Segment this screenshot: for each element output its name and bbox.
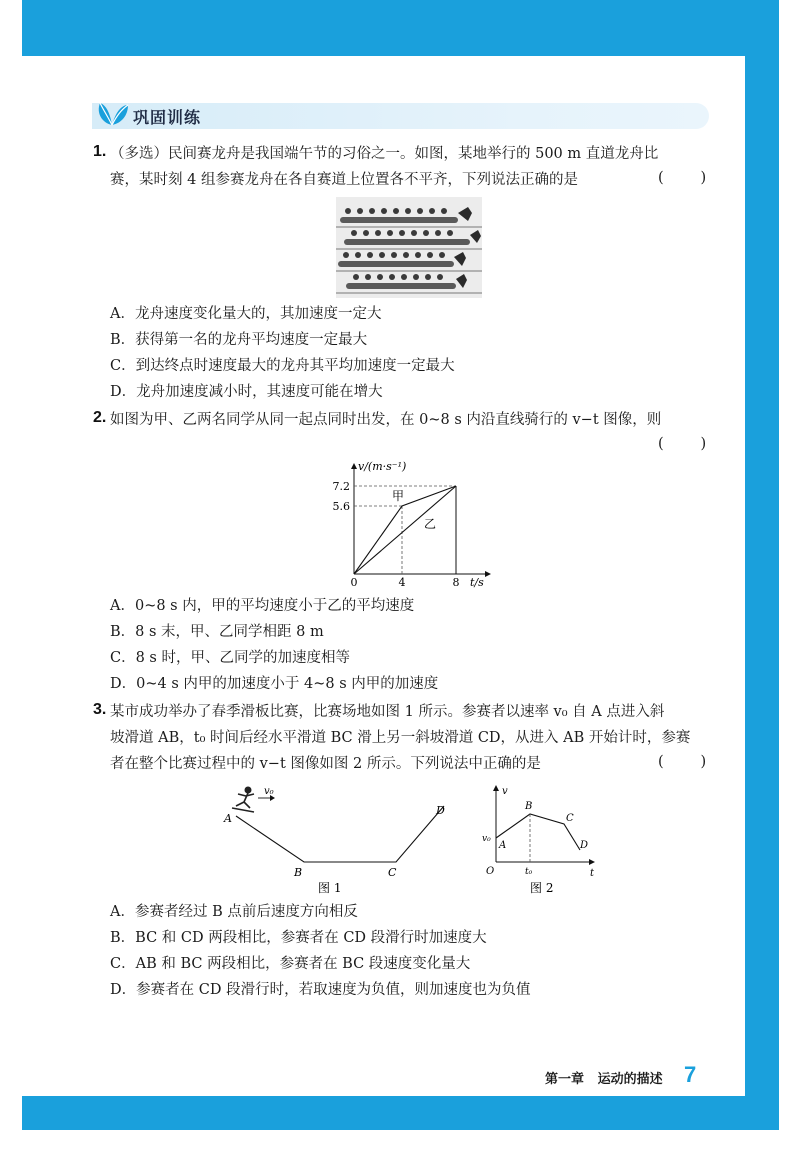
x-tick-label: 4 bbox=[398, 576, 406, 588]
series-yi-line bbox=[354, 486, 456, 574]
page-number: 7 bbox=[684, 1062, 697, 1087]
option-c: C．AB 和 BC 两段相比，参赛者在 BC 段速度变化量大 bbox=[110, 956, 471, 972]
figure-1-track bbox=[208, 782, 468, 898]
option-b: B．获得第一名的龙舟平均速度一定最大 bbox=[110, 332, 368, 348]
x-axis-label: t/s bbox=[470, 576, 484, 588]
option-a: A．参赛者经过 B 点前后速度方向相反 bbox=[110, 904, 358, 920]
question-text-line: 赛，某时刻 4 组参赛龙舟在各自赛道上位置各不平齐，下列说法正确的是 bbox=[110, 172, 578, 188]
point-b-label: B bbox=[525, 801, 533, 812]
t-axis-label: t bbox=[590, 868, 595, 879]
point-d-label: D bbox=[580, 840, 589, 851]
question-number: 1. bbox=[93, 143, 107, 160]
question-text-line: 坡滑道 AB，t₀ 时间后经水平滑道 BC 滑上另一斜坡滑道 CD，从进入 AB 开始计时，参赛 bbox=[110, 730, 691, 746]
vt-graph bbox=[320, 458, 500, 588]
figure-2-vt bbox=[480, 782, 606, 898]
option-d: D．参赛者在 CD 段滑行时，若取速度为负值，则加速度也为负值 bbox=[110, 982, 531, 998]
series-jia-label: 甲 bbox=[392, 489, 405, 503]
question-text-line: 某市成功举办了春季滑板比赛，比赛场地如图 1 所示。参赛者以速率 v₀ 自 A 点进入斜 bbox=[110, 704, 665, 720]
option-b: B．BC 和 CD 两段相比，参赛者在 CD 段滑行时加速度大 bbox=[110, 930, 487, 946]
footer-chapter: 第一章 运动的描述 bbox=[545, 1072, 663, 1087]
figure-2-caption: 图 2 bbox=[530, 881, 554, 895]
x-tick-label: 8 bbox=[452, 576, 460, 588]
option-c: C．到达终点时速度最大的龙舟其平均加速度一定最大 bbox=[110, 358, 455, 374]
point-a-label: A bbox=[224, 812, 232, 825]
option-a: A．0~8 s 内，甲的平均速度小于乙的平均速度 bbox=[110, 598, 415, 614]
butterfly-leaf-icon bbox=[94, 99, 130, 129]
dragon-boat-photo bbox=[336, 197, 482, 298]
y-axis-label: v/(m·s⁻¹) bbox=[358, 460, 407, 473]
option-d: D．0~4 s 内甲的加速度小于 4~8 s 内甲的加速度 bbox=[110, 676, 439, 692]
answer-blank: ( ) bbox=[658, 170, 707, 186]
option-a: A．龙舟速度变化量大的，其加速度一定大 bbox=[110, 306, 382, 322]
figure-1-caption: 图 1 bbox=[318, 881, 342, 895]
origin-label: O bbox=[486, 866, 495, 877]
point-c-label: C bbox=[388, 866, 397, 879]
question-text-line: （多选）民间赛龙舟是我国端午节的习俗之一。如图，某地举行的 500 m 直道龙舟比 bbox=[110, 146, 659, 162]
skateboarder-icon bbox=[232, 787, 254, 812]
option-b: B．8 s 末，甲、乙同学相距 8 m bbox=[110, 624, 324, 640]
answer-blank: ( ) bbox=[658, 436, 707, 452]
point-d-label: D bbox=[436, 804, 445, 817]
right-color-band bbox=[745, 0, 779, 1130]
y-tick-label: 7.2 bbox=[332, 480, 350, 493]
top-color-band bbox=[22, 0, 779, 56]
series-yi-label: 乙 bbox=[424, 517, 437, 531]
section-title: 巩固训练 bbox=[133, 108, 202, 127]
point-c-label: C bbox=[566, 813, 574, 824]
v0-label: v₀ bbox=[482, 834, 491, 844]
point-a-label: A bbox=[499, 840, 507, 851]
v-axis-label: v bbox=[502, 786, 508, 797]
v0-label: v₀ bbox=[264, 786, 274, 797]
option-d: D．龙舟加速度减小时，其速度可能在增大 bbox=[110, 384, 383, 400]
t0-label: t₀ bbox=[525, 867, 533, 877]
question-number: 2. bbox=[93, 409, 107, 426]
answer-blank: ( ) bbox=[658, 754, 707, 770]
point-b-label: B bbox=[294, 866, 303, 879]
origin-label: 0 bbox=[350, 576, 358, 588]
question-number: 3. bbox=[93, 701, 107, 718]
y-tick-label: 5.6 bbox=[332, 500, 350, 513]
bottom-color-band bbox=[22, 1096, 779, 1130]
question-text-line: 者在整个比赛过程中的 v−t 图像如图 2 所示。下列说法中正确的是 bbox=[110, 756, 541, 772]
track-line bbox=[236, 806, 444, 862]
question-text-line: 如图为甲、乙两名同学从同一起点同时出发，在 0~8 s 内沿直线骑行的 v−t 图像，则 bbox=[110, 412, 662, 428]
option-c: C．8 s 时，甲、乙同学的加速度相等 bbox=[110, 650, 350, 666]
